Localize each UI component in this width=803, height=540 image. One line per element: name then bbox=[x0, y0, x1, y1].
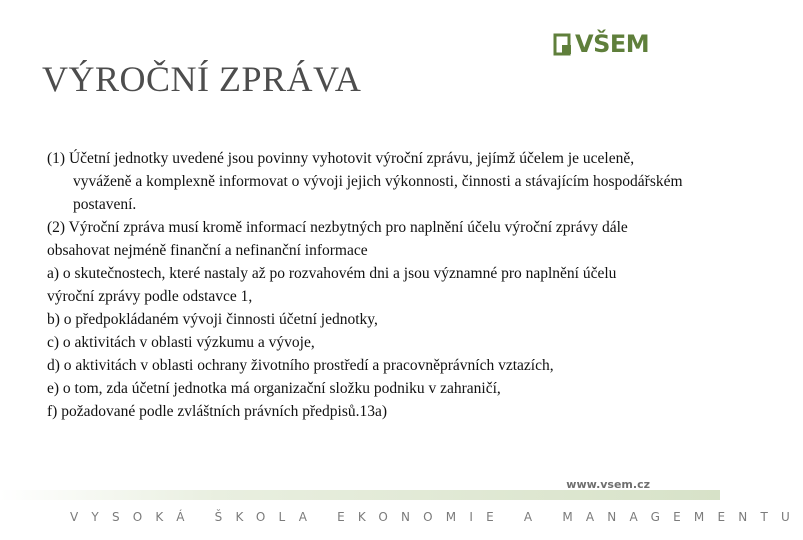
list-item-c: c) o aktivitách v oblasti výzkumu a vývoje, bbox=[47, 334, 315, 351]
footer-school-name: VYSOKÁ ŠKOLA EKONOMIE A MANAGEMENTU bbox=[70, 510, 803, 524]
logo-text: VŠEM bbox=[575, 30, 650, 58]
footer-divider bbox=[0, 490, 720, 500]
list-item-d: d) o aktivitách v oblasti ochrany životního prostředí a pracovněprávních vztazích, bbox=[47, 357, 554, 374]
paragraph-1: (1) Účetní jednotky uvedené jsou povinny vyhotovit výroční zprávu, jejímž účelem je uceleně, vyváženě a komplexně informovat o vývoji jejich výkonnosti, činnosti a stávajícím hospodářském postavení. bbox=[47, 150, 683, 213]
list-item-e: e) o tom, zda účetní jednotka má organizační složku podniku v zahraničí, bbox=[47, 380, 501, 397]
list-item-f: f) požadované podle zvláštních právních předpisů.13a) bbox=[47, 403, 388, 420]
paragraph-2: (2) Výroční zpráva musí kromě informací nezbytných pro naplnění účelu výroční zprávy dále obsahovat nejméně finanční a nefinanční informace bbox=[47, 219, 628, 259]
list-item-b: b) o předpokládaném vývoji činnosti účetní jednotky, bbox=[47, 311, 378, 328]
vsem-logo bbox=[555, 30, 649, 58]
page-title: VÝROČNÍ ZPRÁVA bbox=[42, 59, 362, 99]
list-item-a: a) o skutečnostech, které nastaly až po rozvahovém dni a jsou významné pro naplnění účelu bbox=[47, 265, 617, 282]
footer-url[interactable]: www.vsem.cz bbox=[566, 478, 650, 491]
main-content bbox=[47, 147, 687, 423]
list-item-a-continued: výroční zprávy podle odstavce 1, bbox=[47, 288, 253, 305]
vsem-logo-icon bbox=[555, 32, 571, 56]
